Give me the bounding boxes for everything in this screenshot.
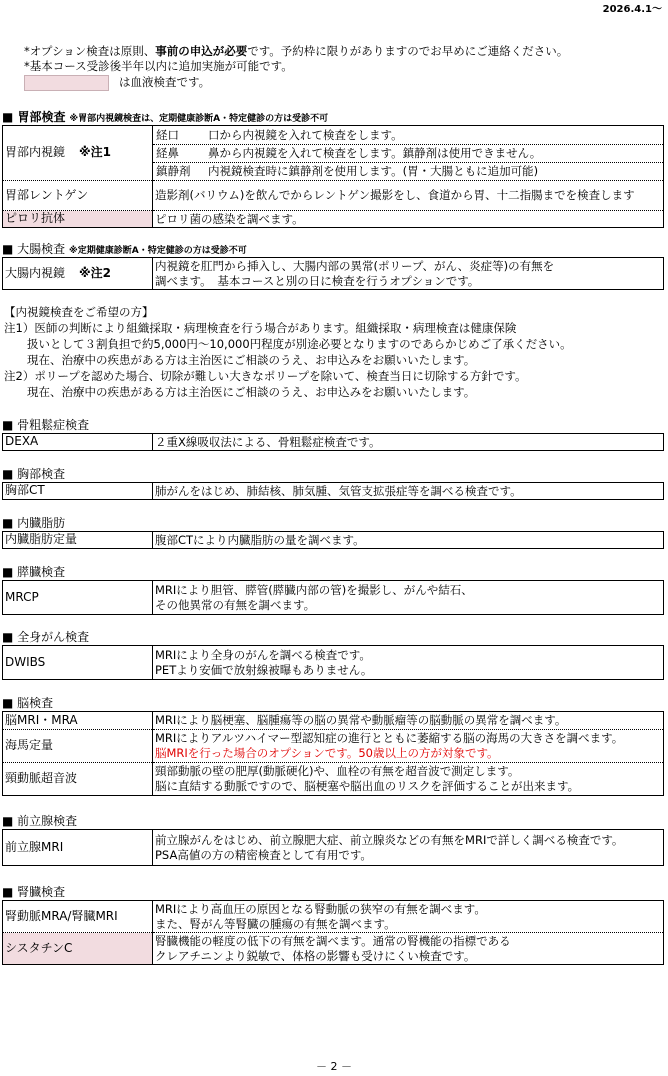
- prostate-title: ■ 前立腺検査: [2, 814, 78, 828]
- table-row: 海馬定量 MRIによりアルツハイマー型認知症の進行とともに萎縮する脳の海馬の大きさを調べます。 脳MRIを行った場合のオプションです。50歳以上の方が対象です。: [3, 730, 664, 763]
- effective-date: 2026.4.1～: [602, 4, 662, 15]
- hippocampus-warning: 脳MRIを行った場合のオプションです。50歳以上の方が対象です。: [155, 746, 499, 760]
- brain-section: [2, 696, 664, 796]
- pancreas-table: [2, 580, 664, 615]
- pylori-desc: ピロリ菌の感染を調べます。: [153, 211, 664, 228]
- table-row: 腎動脈MRA/腎臓MRI MRIにより高血圧の原因となる腎動脈の狭窄の有無を調べます。 また、腎がん等腎臓の腫瘍の有無を調べます。: [3, 901, 664, 933]
- pancreas-section: [2, 565, 664, 615]
- kidney-table: [2, 900, 664, 965]
- chest-section: [2, 467, 664, 500]
- table-row: 大腸内視鏡 ※注2 内視鏡を肛門から挿入し、大腸内部の異常(ポリープ、がん、炎症等)の有無を 調べます。 基本コースと別の日に検査を行うオプションです。: [3, 258, 664, 290]
- blood-test-legend: は血液検査です。: [24, 75, 568, 90]
- table-row: [3, 181, 664, 211]
- fat-table: [2, 531, 664, 549]
- bone-section: [2, 418, 664, 451]
- colon-title: ■ 大腸検査 ※定期健康診断A・特定健診の方は受診不可: [2, 242, 247, 256]
- colon-table: [2, 257, 664, 290]
- xray-desc: 造影剤(バリウム)を飲んでからレントゲン撮影をし、食道から胃、十二指腸までを検査します: [153, 181, 664, 211]
- endoscopy-name: 胃部内視鏡 ※注1: [3, 126, 153, 181]
- pylori-name: ピロリ抗体: [3, 211, 153, 228]
- page-number: － 2 －: [316, 1060, 352, 1073]
- stomach-section: [2, 110, 664, 228]
- bone-title: ■ 骨粗鬆症検査: [2, 418, 90, 432]
- table-row: [3, 126, 664, 181]
- table-row: 前立腺MRI 前立腺がんをはじめ、前立腺肥大症、前立腺炎などの有無をMRIで詳しく調べる検査です。 PSA高値の方の精密検査として有用です。: [3, 830, 664, 866]
- prostate-table: [2, 829, 664, 866]
- nasal-option: 経鼻 鼻から内視鏡を入れて検査をします。鎮静剤は使用できません。: [153, 145, 663, 163]
- note-line-2: *基本コース受診後半年以内に追加実施が可能です。: [24, 59, 293, 73]
- sedation-option: 鎮静剤 内視鏡検査時に鎮静剤を使用します。(胃・大腸ともに追加可能): [156, 164, 539, 178]
- stomach-table: [2, 125, 664, 228]
- table-row: DEXA ２重X線吸収法による、骨粗鬆症検査です。: [3, 434, 664, 451]
- blood-test-swatch: [24, 75, 109, 91]
- oral-option: 経口 口から内視鏡を入れて検査をします。: [153, 126, 663, 145]
- endoscopy-heading: 【内視鏡検査をご希望の方】: [4, 305, 154, 319]
- table-row: DWIBS MRIにより全身のがんを調べる検査です。 PETより安価で放射線被曝もありません。: [3, 646, 664, 680]
- wholebody-section: [2, 630, 664, 680]
- pancreas-title: ■ 膵臓検査: [2, 565, 66, 579]
- kidney-title: ■ 腎臓検査: [2, 885, 66, 899]
- wholebody-title: ■ 全身がん検査: [2, 630, 90, 644]
- chest-table: [2, 482, 664, 500]
- wholebody-table: [2, 645, 664, 680]
- fat-title: ■ 内臓脂肪: [2, 516, 66, 530]
- table-row: 頸動脈超音波 頸部動脈の壁の肥厚(動脈硬化)や、血栓の有無を超音波で測定します。 脳に直結する動脈ですので、脳梗塞や脳出血のリスクを評価することが出来ます。: [3, 763, 664, 796]
- brain-title: ■ 脳検査: [2, 696, 54, 710]
- colon-name: 大腸内視鏡 ※注2: [3, 258, 153, 290]
- chest-title: ■ 胸部検査: [2, 467, 66, 481]
- stomach-title: ■ 胃部検査 ※胃部内視鏡検査は、定期健康診断A・特定健診の方は受診不可: [2, 110, 329, 124]
- brain-table: [2, 711, 664, 796]
- prostate-section: [2, 814, 664, 866]
- note-line-1: *オプション検査は原則、事前の申込が必要です。予約枠に限りがありますのでお早めにご連絡ください。: [24, 44, 569, 58]
- kidney-section: [2, 885, 664, 965]
- table-row: シスタチンC 腎臓機能の軽度の低下の有無を調べます。通常の腎機能の指標である クレアチニンより鋭敏で、体格の影響も受けにくい検査です。: [3, 933, 664, 965]
- table-row: MRCP MRIにより胆管、膵管(膵臓内部の管)を撮影し、がんや結石、 その他異常の有無を調べます。: [3, 581, 664, 615]
- table-row: [3, 211, 664, 228]
- colon-section: [2, 242, 664, 290]
- general-notes: [24, 44, 568, 90]
- table-row: 胸部CT 肺がんをはじめ、肺結核、肺気腫、気管支拡張症等を調べる検査です。: [3, 483, 664, 500]
- endoscopy-notes: 【内視鏡検査をご希望の方】 注1）医師の判断により組織採取・病理検査を行う場合があります。組織採取・病理検査は健康保険 扱いとして３割負担で約5,000円～10,000円程度が別途必要となりますのであらかじめご了承ください。 現在、治療中の疾患がある方は主治医にご相談のうえ、お申込みをお願いいたします。 注2）ポリープを認めた場合、切除が難しい大きなポリープを除いて、検査当日に切除する方針です。 現在、治療中の疾患がある方は主治医にご相談のうえ、お申込みをお願いいたします。: [4, 305, 572, 399]
- fat-section: [2, 516, 664, 549]
- bone-table: [2, 433, 664, 451]
- xray-name: 胃部レントゲン: [3, 181, 153, 211]
- table-row: 内臓脂肪定量 腹部CTにより内臓脂肪の量を調べます。: [3, 532, 664, 549]
- table-row: 脳MRI・MRA MRIにより脳梗塞、脳腫瘍等の脳の異常や動脈瘤等の脳動脈の異常を調べます。: [3, 712, 664, 730]
